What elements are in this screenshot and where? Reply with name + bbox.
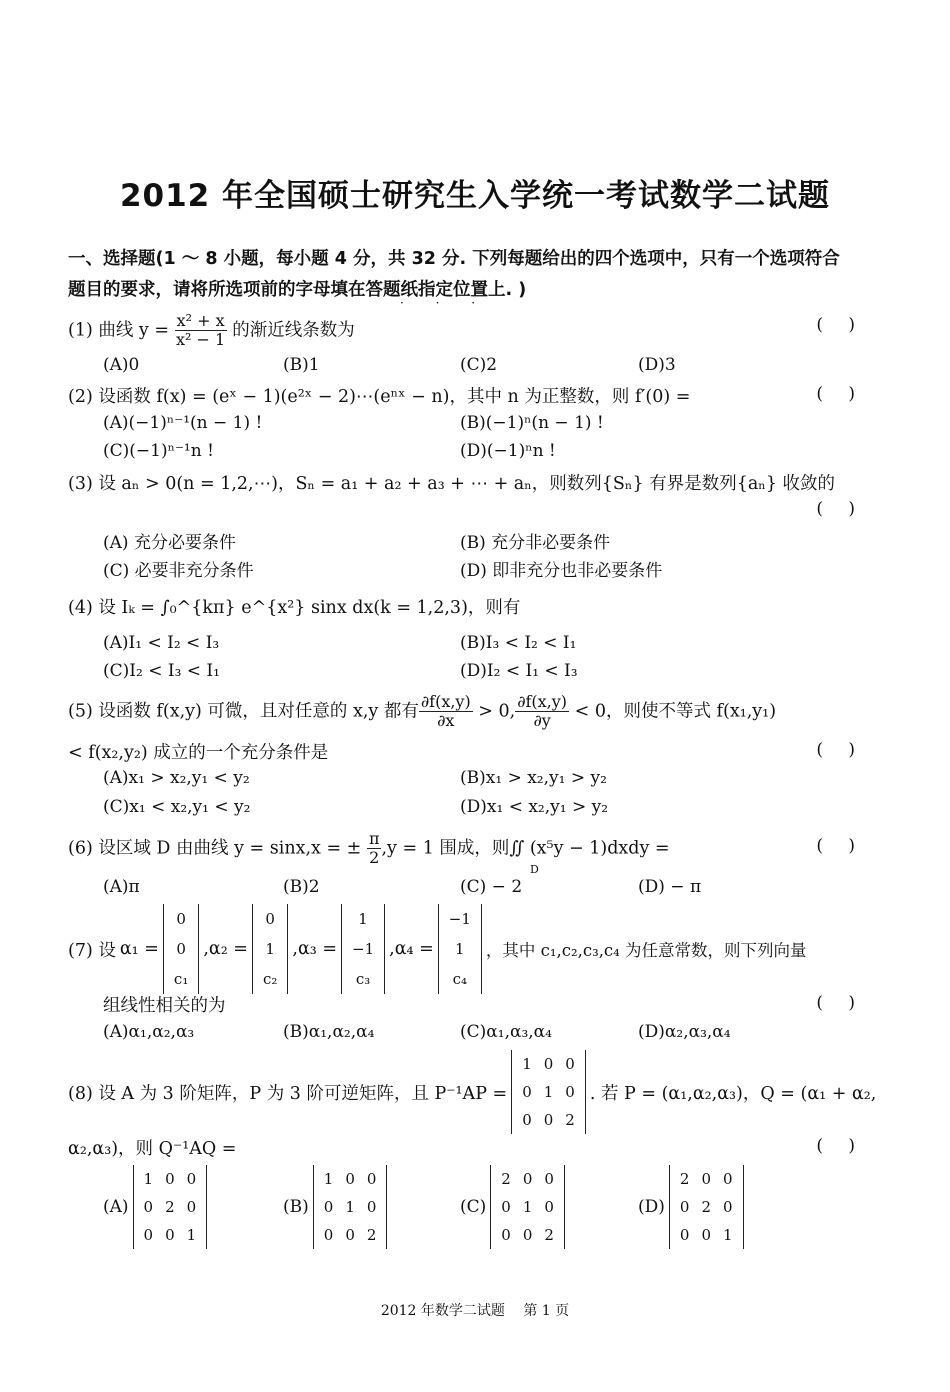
q1-option-c: (C)2 [460, 355, 498, 375]
matrix-entry: 1 [522, 1198, 533, 1216]
question-1 [68, 312, 888, 350]
q7-option-c: (C)α₁,α₃,α₄ [460, 1022, 552, 1042]
matrix-entry: 0 [323, 1198, 334, 1216]
q3-option-a: (A) 充分必要条件 [103, 533, 236, 553]
question-8-line2: α₂,α₃)，则 Q⁻¹AQ = [68, 1139, 237, 1159]
matrix-entry: 0 [143, 1226, 154, 1244]
vector-entry: 1 [358, 910, 368, 928]
answer-blank: ( ) [816, 836, 865, 856]
option-b-matrix [313, 1165, 388, 1249]
q2-option-d: (D)(−1)ⁿn ! [460, 441, 556, 461]
section-instructions-line2: 题目的要求，请将所选项前的字母填在答题纸指定位置上. ) [68, 280, 527, 300]
q5-stem-end: < 0，则使不等式 f(x₁,y₁) [574, 701, 777, 722]
q7-option-d: (D)α₂,α₃,α₄ [638, 1022, 731, 1042]
matrix-entry: 1 [543, 1083, 554, 1101]
option-label: (A) [103, 1197, 129, 1217]
q6-option-b: (B)2 [283, 877, 320, 897]
matrix-entry: 0 [501, 1198, 511, 1216]
q1-stem: (1) 曲线 y = [68, 320, 170, 341]
q6-stem-end: ,y = 1 围成，则∬ (x⁵y − 1)dxdy = [381, 838, 670, 859]
matrix-entry: 0 [143, 1198, 154, 1216]
q6-fraction [367, 830, 382, 868]
matrix-entry: 1 [323, 1170, 334, 1188]
emphasis-dots: · · · [400, 296, 490, 310]
q6-frac-den: 2 [369, 848, 380, 868]
option-a-matrix [133, 1165, 208, 1249]
answer-blank: ( ) [816, 993, 865, 1013]
vector-entry: −1 [448, 910, 471, 928]
question-5 [68, 693, 888, 731]
matrix-entry: 0 [186, 1170, 197, 1188]
q7-alpha1-label: α₁ = [119, 939, 159, 959]
q8-matrix [511, 1050, 586, 1134]
q5-f2-num: ∂f(x,y) [517, 692, 568, 711]
q8-option-a [103, 1165, 207, 1249]
matrix-entry: 2 [701, 1198, 711, 1216]
answer-blank: ( ) [816, 740, 865, 760]
q1-frac-den: x² − 1 [176, 330, 226, 350]
q5-option-c: (C)x₁ < x₂,y₁ < y₂ [103, 797, 251, 817]
question-8 [68, 1050, 888, 1134]
q5-f1-num: ∂f(x,y) [420, 692, 471, 711]
q7-vector-1 [163, 904, 199, 994]
answer-blank: ( ) [816, 384, 865, 404]
answer-blank: ( ) [816, 1136, 865, 1156]
q4-option-a: (A)I₁ < I₂ < I₃ [103, 633, 220, 653]
matrix-entry: 0 [522, 1111, 532, 1129]
matrix-entry: 0 [345, 1226, 355, 1244]
matrix-entry: 1 [143, 1170, 154, 1188]
q8-stem-end: . 若 P = (α₁,α₂,α₃)，Q = (α₁ + α₂, [589, 1083, 877, 1104]
matrix-entry: 0 [186, 1198, 197, 1216]
vector-entry: 1 [265, 940, 275, 958]
vector-entry: 0 [176, 910, 186, 928]
question-6 [68, 830, 888, 868]
matrix-entry: 0 [522, 1226, 533, 1244]
q6-option-d: (D) − π [638, 877, 702, 897]
q7-alpha2-label: ,α₂ = [203, 939, 248, 959]
matrix-entry: 0 [679, 1226, 690, 1244]
matrix-entry: 0 [679, 1198, 690, 1216]
q4-option-c: (C)I₂ < I₃ < I₁ [103, 661, 220, 681]
matrix-entry: 0 [544, 1170, 554, 1188]
matrix-entry: 1 [723, 1226, 733, 1244]
vector-entry: 0 [176, 940, 186, 958]
q8-option-b [283, 1165, 387, 1249]
question-7-line2: 组线性相关的为 [103, 996, 226, 1016]
matrix-entry: 2 [366, 1226, 377, 1244]
question-4: (4) 设 Iₖ = ∫₀^{kπ} e^{x²} sinx dx(k = 1,2,3)，则有 [68, 598, 521, 618]
q7-vector-4 [438, 904, 482, 994]
vector-entry: c₄ [452, 970, 468, 988]
q6-option-a: (A)π [103, 877, 140, 897]
q7-alpha4-label: ,α₄ = [389, 939, 434, 959]
vector-entry: c₃ [355, 970, 371, 988]
option-label: (B) [283, 1197, 309, 1217]
question-3: (3) 设 aₙ > 0(n = 1,2,⋯)，Sₙ = a₁ + a₂ + a₃ + ⋯ + aₙ，则数列{Sₙ} 有界是数列{aₙ} 收敛的 [68, 474, 836, 494]
q1-option-b: (B)1 [283, 355, 320, 375]
q5-option-b: (B)x₁ > x₂,y₁ > y₂ [460, 768, 607, 788]
matrix-entry: 2 [679, 1170, 690, 1188]
q7-option-b: (B)α₁,α₂,α₄ [283, 1022, 375, 1042]
vector-entry: 1 [455, 940, 465, 958]
q7-stem-end: ，其中 c₁,c₂,c₃,c₄ 为任意常数，则下列向量 [485, 941, 807, 960]
q5-f2-den: ∂y [533, 711, 551, 731]
matrix-entry: 0 [701, 1226, 711, 1244]
matrix-entry: 0 [323, 1226, 334, 1244]
vector-entry: 0 [265, 910, 275, 928]
matrix-entry: 0 [366, 1198, 377, 1216]
matrix-entry: 0 [565, 1083, 575, 1101]
q1-option-d: (D)3 [638, 355, 676, 375]
answer-blank: ( ) [816, 315, 865, 335]
option-c-matrix [490, 1165, 565, 1249]
matrix-entry: 2 [565, 1111, 575, 1129]
q8-option-d [638, 1165, 744, 1249]
q7-alpha3-label: ,α₃ = [292, 939, 338, 959]
q8-stem: (8) 设 A 为 3 阶矩阵，P 为 3 阶可逆矩阵，且 P⁻¹AP = [68, 1083, 508, 1104]
q2-option-b: (B)(−1)ⁿ(n − 1) ! [460, 413, 604, 433]
option-label: (C) [460, 1197, 487, 1217]
q5-f1-den: ∂x [437, 711, 455, 731]
q5-option-d: (D)x₁ < x₂,y₁ > y₂ [460, 797, 609, 817]
matrix-entry: 0 [544, 1198, 554, 1216]
q4-option-b: (B)I₃ < I₂ < I₁ [460, 633, 577, 653]
matrix-entry: 0 [501, 1226, 511, 1244]
q7-vector-2 [252, 904, 288, 994]
option-label: (D) [638, 1197, 665, 1217]
q1-frac-num: x² + x [176, 311, 225, 330]
vector-entry: c₂ [262, 970, 278, 988]
matrix-entry: 0 [701, 1170, 711, 1188]
question-2: (2) 设函数 f(x) = (eˣ − 1)(e²ˣ − 2)⋯(eⁿˣ − n)，其中 n 为正整数，则 f′(0) = [68, 387, 691, 407]
matrix-entry: 0 [366, 1170, 377, 1188]
matrix-entry: 0 [165, 1170, 175, 1188]
matrix-entry: 0 [723, 1170, 733, 1188]
q2-option-a: (A)(−1)ⁿ⁻¹(n − 1) ! [103, 413, 263, 433]
q3-option-c: (C) 必要非充分条件 [103, 561, 254, 581]
matrix-entry: 2 [501, 1170, 511, 1188]
q6-stem: (6) 设区域 D 由曲线 y = sinx,x = ± [68, 838, 362, 859]
option-d-matrix [669, 1165, 744, 1249]
q6-region-subscript: D [530, 863, 539, 876]
q1-stem-end: 的渐近线条数为 [232, 320, 355, 341]
q5-option-a: (A)x₁ > x₂,y₁ < y₂ [103, 768, 250, 788]
q8-option-c [460, 1165, 565, 1249]
vector-entry: c₁ [173, 970, 189, 988]
answer-blank: ( ) [816, 499, 865, 519]
q5-stem: (5) 设函数 f(x,y) 可微，且对任意的 x,y 都有 [68, 701, 419, 722]
matrix-entry: 0 [522, 1083, 532, 1101]
q5-stem-mid: > 0, [478, 701, 516, 722]
q7-vector-3 [341, 904, 385, 994]
q5-partial-x [419, 693, 473, 731]
q3-option-d: (D) 即非充分也非必要条件 [460, 561, 663, 581]
q6-option-c: (C) − 2 [460, 877, 523, 897]
q7-stem: (7) 设 [68, 940, 116, 961]
q7-option-a: (A)α₁,α₂,α₃ [103, 1022, 195, 1042]
page-title: 2012 年全国硕士研究生入学统一考试数学二试题 [119, 178, 831, 214]
matrix-entry: 1 [345, 1198, 355, 1216]
q4-option-d: (D)I₂ < I₁ < I₃ [460, 661, 578, 681]
question-5-line2: < f(x₂,y₂) 成立的一个充分条件是 [68, 743, 329, 763]
matrix-entry: 0 [543, 1111, 554, 1129]
q1-fraction [175, 312, 227, 350]
page-footer: 2012 年数学二试题 第 1 页 [380, 1303, 570, 1319]
matrix-entry: 1 [186, 1226, 197, 1244]
matrix-entry: 1 [522, 1055, 532, 1073]
q3-option-b: (B) 充分非必要条件 [460, 533, 611, 553]
q5-partial-y [515, 693, 569, 731]
matrix-entry: 0 [543, 1055, 554, 1073]
q2-option-c: (C)(−1)ⁿ⁻¹n ! [103, 441, 214, 461]
question-7 [68, 904, 888, 994]
q6-frac-num: π [368, 829, 380, 848]
matrix-entry: 0 [165, 1226, 175, 1244]
q1-option-a: (A)0 [103, 355, 140, 375]
matrix-entry: 0 [565, 1055, 575, 1073]
vector-entry: −1 [352, 940, 375, 958]
matrix-entry: 0 [522, 1170, 533, 1188]
matrix-entry: 2 [544, 1226, 554, 1244]
matrix-entry: 0 [345, 1170, 355, 1188]
section-instructions-line1: 一、选择题(1 ～ 8 小题，每小题 4 分，共 32 分. 下列每题给出的四个选项中，只有一个选项符合 [68, 249, 840, 269]
matrix-entry: 0 [723, 1198, 733, 1216]
matrix-entry: 2 [165, 1198, 175, 1216]
